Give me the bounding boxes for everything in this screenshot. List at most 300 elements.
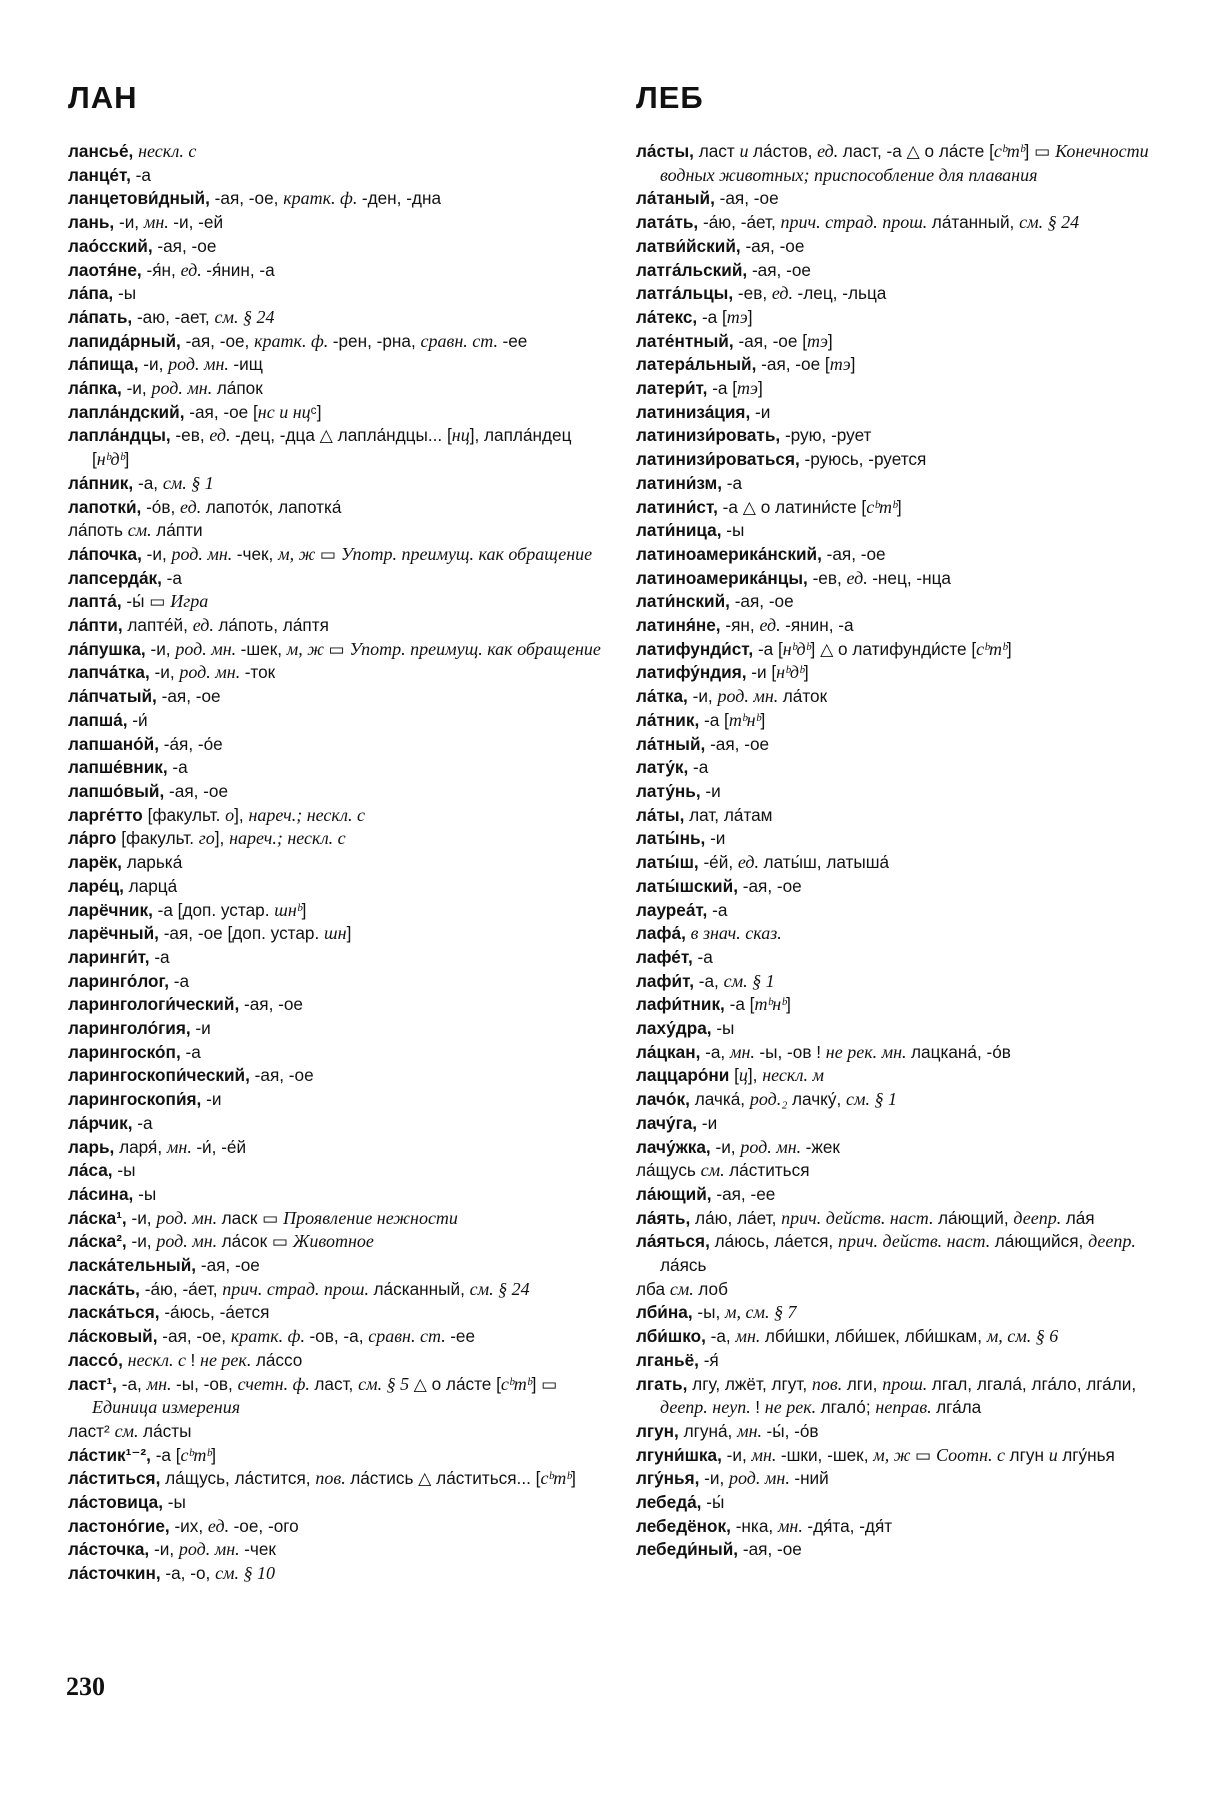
entry-text: -ая, -ое (200, 1255, 260, 1276)
entry-text: ] (757, 378, 763, 399)
entry-text: лачку́, (792, 1089, 847, 1110)
dictionary-entry (68, 1420, 608, 1444)
entry-text: -а, (121, 1373, 147, 1394)
entry-label: м, ж (278, 543, 320, 564)
entry-label: нᵇдᵇ (776, 662, 804, 683)
entry-text: -ищ (233, 354, 263, 375)
entry-label: род. мн. (717, 686, 783, 707)
entry-text: ] (571, 1468, 576, 1489)
entry-text: -ов, -а, (309, 1326, 369, 1347)
entry-headword: латиня́не, (636, 615, 726, 636)
entry-text: ] (301, 899, 307, 920)
entry-text: -а, (710, 1326, 736, 1347)
entry-label: ед. (209, 425, 236, 446)
entry-text: -ая, -ое (742, 1539, 802, 1560)
entry-label: нᵇдᵇ (782, 638, 811, 659)
dictionary-entry (636, 1325, 1166, 1349)
dictionary-entry (636, 709, 1166, 733)
entry-label: о (225, 804, 235, 825)
entry-text: лгу́нья (1062, 1444, 1115, 1465)
entry-label: прош. (882, 1373, 932, 1394)
dictionary-entry (636, 377, 1166, 401)
entry-label: нескл. с (127, 1349, 191, 1370)
dictionary-entry (636, 922, 1166, 946)
entry-text: -ы (117, 283, 137, 304)
entry-headword: лаотя́не, (68, 259, 147, 280)
entry-text: -и (710, 828, 726, 849)
entry-headword: ла́почка, (68, 543, 147, 564)
entry-text: -а, (705, 1041, 730, 1062)
entry-headword: ларингоскопи́ческий, (68, 1065, 255, 1086)
entry-text: -и, (118, 212, 144, 233)
dictionary-entry (636, 306, 1166, 330)
dictionary-entry (68, 1278, 608, 1302)
entry-text: ла́ясь (660, 1255, 707, 1276)
entry-text: ла́ющий, (938, 1207, 1014, 1228)
dictionary-entry (68, 306, 608, 330)
entry-text: -ое, -ого (233, 1515, 299, 1536)
entry-headword: лапшано́й, (68, 733, 164, 754)
dictionary-entry (636, 259, 1166, 283)
entry-headword: латиноамерика́нцы, (636, 567, 813, 588)
entry-text: -я́ (703, 1349, 719, 1370)
entry-text: лби́шки, лби́шек, лби́шкам, (764, 1326, 987, 1347)
entry-text: -ая, -ое [ (738, 330, 807, 351)
entry-text: -я́н, (146, 259, 181, 280)
entry-text: -ее (502, 330, 528, 351)
dictionary-entry (68, 1325, 608, 1349)
entry-label: мн. (737, 1420, 767, 1441)
entry-label: род.₂ (749, 1089, 792, 1110)
dictionary-entry (636, 875, 1166, 899)
entry-text: -нец, -нца (872, 567, 951, 588)
entry-text: -и, (131, 1231, 157, 1252)
entry-label: ц (738, 1065, 748, 1086)
entry-label: см. § 1 (723, 970, 775, 991)
dictionary-entry (68, 1254, 608, 1278)
dictionary-entry (68, 661, 608, 685)
dictionary-entry (68, 1159, 608, 1183)
entry-headword: лату́к, (636, 757, 694, 778)
entry-label: сᵇтᵇ (180, 1444, 212, 1465)
dictionary-entry (636, 1017, 1166, 1041)
entry-text: -нка, (735, 1515, 778, 1536)
dictionary-entry (68, 970, 608, 994)
entry-label: см. § 10 (215, 1563, 276, 1584)
entry-headword: лафа́, (636, 923, 691, 944)
entry-label: ед. (180, 259, 207, 280)
entry-headword: ла́тка, (636, 686, 693, 707)
entry-headword: ларге́тто (68, 804, 148, 825)
entry-text: -лец, -льца (797, 283, 887, 304)
dictionary-entry (68, 567, 608, 591)
dictionary-entry (68, 377, 608, 401)
entry-text: -а, (698, 970, 724, 991)
entry-label: сравн. ст. (368, 1326, 451, 1347)
entry-headword: ласка́ть, (68, 1278, 145, 1299)
entry-headword: ла́пища, (68, 354, 144, 375)
entry-label: Животное (292, 1231, 374, 1252)
dictionary-entry (636, 353, 1166, 377)
entry-text: -ая, -ое (742, 875, 802, 896)
entry-headword: ла́стик¹⁻², (68, 1444, 156, 1465)
entry-text: ла́щусь, ла́стится, (165, 1468, 316, 1489)
entry-label: мн. (166, 1136, 197, 1157)
entry-label: ед. (207, 1515, 234, 1536)
entry-text: ] (1006, 638, 1012, 659)
entry-text: ▭ (914, 1444, 936, 1465)
entry-text: -ая, -ое (745, 235, 805, 256)
dictionary-entry (68, 1017, 608, 1041)
entry-label: род. мн. (156, 1231, 222, 1252)
entry-text: -ев, (175, 425, 210, 446)
entry-headword: ла́яться, (636, 1231, 715, 1252)
running-head-right: ЛЕБ (636, 80, 704, 115)
entry-text: -ая, -ое (826, 543, 886, 564)
entry-label: нᵇдᵇ (96, 449, 125, 470)
dictionary-entry (636, 756, 1166, 780)
entry-label: тэ (726, 306, 748, 327)
entry-headword: ла́ющий, (636, 1183, 717, 1204)
entry-headword: ла́пчатый, (68, 686, 162, 707)
entry-text: -а (166, 567, 182, 588)
entry-headword: латы́нь, (636, 828, 711, 849)
entry-label: ед. (771, 283, 798, 304)
entry-text: -жек (805, 1136, 840, 1157)
entry-label: сравн. ст. (420, 330, 503, 351)
entry-text: -ая, -ее (716, 1183, 776, 1204)
entry-headword: лгу́нья, (636, 1468, 705, 1489)
entry-text: -ая, -ое, (214, 188, 284, 209)
entry-text: ла́ссо (255, 1349, 303, 1370)
entry-text: -а (712, 899, 728, 920)
entry-label: деепр. (1088, 1231, 1136, 1252)
entry-text: -ая, -ое (161, 686, 221, 707)
entry-headword: ла́таный, (636, 188, 720, 209)
entry-headword: лебедёнок, (636, 1515, 736, 1536)
entry-label: нескл. с (138, 141, 197, 161)
entry-text: -и [ (751, 662, 777, 683)
dictionary-entry (636, 1278, 1166, 1302)
dictionary-entry (68, 1562, 608, 1586)
entry-headword: лебеда́, (636, 1492, 707, 1513)
entry-text: -и, (704, 1468, 730, 1489)
dictionary-entry (68, 1467, 608, 1491)
entry-headword: ластоно́гие, (68, 1515, 175, 1536)
entry-headword: лафи́т, (636, 970, 699, 991)
entry-text: ларька́ (126, 852, 183, 873)
entry-headword: ла́са, (68, 1160, 118, 1181)
dictionary-entry (636, 1373, 1166, 1420)
entry-text: лба (636, 1278, 670, 1299)
entry-headword: ларинго́лог, (68, 970, 174, 991)
entry-label: не рек. мн. (825, 1041, 912, 1062)
entry-text: -янин, -а (785, 615, 854, 636)
entry-headword: ланце́т, (68, 164, 136, 185)
entry-headword: лату́нь, (636, 780, 706, 801)
entry-headword: лапше́вник, (68, 757, 173, 778)
entry-label: см. (669, 1278, 699, 1299)
entry-headword: ларёк, (68, 852, 127, 873)
entry-headword: лби́на, (636, 1302, 698, 1323)
entry-label: тэ (737, 378, 758, 399)
entry-text: ! (755, 1397, 765, 1418)
entry-label: ед. (759, 615, 786, 636)
entry-text: ла́сканный, (373, 1278, 470, 1299)
entry-text: ларца́ (128, 875, 178, 896)
entry-label: Проявление нежности (283, 1207, 458, 1228)
entry-text: -их, (174, 1515, 208, 1536)
dictionary-entry (68, 235, 608, 259)
entry-text: -дец, -дца △ лапла́ндцы... [ (235, 425, 452, 446)
entry-label: прич. страд. прош. (780, 212, 932, 233)
dictionary-entry (68, 424, 608, 471)
entry-text: -рую, -рует (784, 425, 872, 446)
entry-text: -и, (126, 378, 152, 399)
entry-headword: лаху́дра, (636, 1018, 717, 1039)
entry-headword: лганьё, (636, 1349, 704, 1370)
entry-label: род. мн. (168, 354, 234, 375)
entry-text: -ян, (725, 615, 760, 636)
dictionary-entry (68, 259, 608, 283)
entry-label: Игра (170, 591, 209, 612)
entry-text: -и, (726, 1444, 752, 1465)
entry-text: -а (172, 757, 188, 778)
entry-text: -ы (138, 1183, 157, 1204)
entry-text: ], (214, 828, 230, 849)
entry-text: ] (760, 709, 766, 730)
dictionary-entry (68, 780, 608, 804)
entry-label: см. § 24 (1019, 212, 1080, 233)
entry-headword: лате́нтный, (636, 330, 739, 351)
entry-label: ед. (192, 615, 219, 636)
entry-headword: лаццаро́ни (636, 1065, 735, 1086)
entry-text: ] (827, 330, 833, 351)
entry-text: -ы (716, 1018, 735, 1039)
entry-text: ласт, (314, 1373, 359, 1394)
entry-headword: лапча́тка, (68, 662, 155, 683)
entry-text: лга́ла (936, 1397, 982, 1418)
entry-text: -ая, -ое [ (761, 354, 830, 375)
entry-label: нареч.; нескл. с (229, 828, 346, 849)
entry-label: тᵇнᵇ (728, 709, 761, 730)
entry-text: ласк ▭ (221, 1207, 284, 1228)
entry-headword: ла́сточка, (68, 1539, 154, 1560)
entry-text: ласт (698, 141, 740, 161)
entry-label: нс и нц (257, 401, 311, 422)
entry-headword: ларингологи́ческий, (68, 994, 244, 1015)
entry-text: ▭ (319, 543, 341, 564)
entry-text: ла́я (1065, 1207, 1095, 1228)
entry-headword: ла́ска¹, (68, 1207, 132, 1228)
dictionary-entry (68, 875, 608, 899)
entry-headword: лапта́, (68, 591, 127, 612)
entry-text: -а (726, 472, 743, 493)
entry-text: -ая, -ое (157, 235, 217, 256)
entry-headword: латви́йский, (636, 235, 746, 256)
entry-headword: ла́ститься, (68, 1468, 166, 1489)
entry-label: род. мн. (175, 638, 241, 659)
dictionary-entry (636, 235, 1166, 259)
dictionary-entry (68, 1064, 608, 1088)
entry-text: △ о ла́сте [ (413, 1373, 501, 1394)
dictionary-entry (636, 661, 1166, 685)
dictionary-entry (636, 685, 1166, 709)
dictionary-entry (636, 780, 1166, 804)
entry-text: ] (803, 662, 809, 683)
entry-text: [факульт. (121, 828, 199, 849)
dictionary-entry (636, 733, 1166, 757)
entry-text: лапото́к, лапотка́ (205, 496, 342, 517)
entry-headword: ла́тник, (636, 709, 704, 730)
entry-text: -чек (244, 1539, 276, 1560)
entry-text: -и (705, 780, 721, 801)
entry-label: нц (451, 425, 470, 446)
entry-headword: лафи́тник, (636, 994, 730, 1015)
entry-text: -и, (715, 1136, 741, 1157)
entry-text: -ая, -ое [ (189, 401, 258, 422)
entry-headword: лачу́га, (636, 1112, 702, 1133)
entry-label: м, ж (873, 1444, 915, 1465)
dictionary-entry (636, 282, 1166, 306)
entry-label: см. (114, 1420, 144, 1441)
entry-headword: ларе́ц, (68, 875, 129, 896)
dictionary-entry (68, 187, 608, 211)
entry-headword: латинизи́роваться, (636, 449, 805, 470)
entry-text: -и, (150, 638, 176, 659)
entry-label: род. мн. (151, 378, 217, 399)
dictionary-entry (636, 543, 1166, 567)
dictionary-entry (636, 1088, 1166, 1112)
entry-headword: ла́сковый, (68, 1326, 163, 1347)
entry-text: -аю, -ает, (136, 306, 215, 327)
entry-headword: лао́сский, (68, 235, 158, 256)
entry-headword: ла́ска², (68, 1231, 132, 1252)
dictionary-entry (636, 1301, 1166, 1325)
entry-text: -рен, -рна, (332, 330, 421, 351)
entry-headword: латифу́ндия, (636, 662, 752, 683)
dictionary-entry (68, 922, 608, 946)
dictionary-entry (636, 211, 1166, 235)
entry-text: -ы (726, 520, 745, 541)
dictionary-entry (68, 1183, 608, 1207)
entry-label: Соотн. с (936, 1444, 1010, 1465)
entry-label: ед. (737, 852, 764, 873)
dictionary-entry (68, 685, 608, 709)
entry-text: -ая, -ое (734, 591, 794, 612)
entry-headword: латы́шский, (636, 875, 743, 896)
entry-headword: лата́ть, (636, 212, 703, 233)
dictionary-entry (68, 899, 608, 923)
entry-label: сᵇтᵇ (866, 496, 897, 517)
dictionary-entry (68, 496, 608, 520)
dictionary-entry (636, 1444, 1166, 1468)
entry-headword: ласка́тельный, (68, 1255, 201, 1276)
entry-text: -и (701, 1112, 718, 1133)
dictionary-entry (68, 1444, 608, 1468)
dictionary-entry (68, 472, 608, 496)
dictionary-entry (68, 733, 608, 757)
dictionary-entry (636, 1112, 1166, 1136)
dictionary-entry (636, 401, 1166, 425)
dictionary-entry (68, 353, 608, 377)
entry-label: кратк. ф. (283, 188, 362, 209)
entry-headword: лгун, (636, 1420, 684, 1441)
entry-headword: латы́ш, (636, 852, 704, 873)
entry-text: -а, -о, (165, 1563, 216, 1584)
entry-headword: лати́ница, (636, 520, 727, 541)
entry-headword: ла́пти, (68, 615, 128, 636)
entry-label: см. § 1 (162, 472, 214, 493)
entry-label: см. (700, 1160, 730, 1181)
entry-headword: ла́текс, (636, 306, 702, 327)
entry-text: лоб (698, 1278, 728, 1299)
entry-headword: лати́нский, (636, 591, 735, 612)
entry-text: -а́ю, -а́ет, (144, 1278, 223, 1299)
entry-text: ла́ющийся, (994, 1231, 1089, 1252)
entry-headword: лафе́т, (636, 946, 698, 967)
entry-text: [ (734, 1065, 739, 1086)
entry-text: -шки, -шек, (780, 1444, 874, 1465)
entry-text: -а (173, 970, 190, 991)
entry-headword: лансье́, (68, 141, 139, 161)
dictionary-entry (68, 211, 608, 235)
dictionary-entry (68, 519, 608, 543)
entry-text: -и, (143, 354, 169, 375)
entry-text: -ая, -ое (710, 733, 770, 754)
entry-headword: ла́пать, (68, 306, 137, 327)
entry-text: ла́танный, (931, 212, 1020, 233)
dictionary-entry (636, 1136, 1166, 1160)
entry-headword: латери́т, (636, 378, 713, 399)
left-column (68, 140, 608, 1586)
entry-text: -ев, (812, 567, 847, 588)
entry-text: -а △ о латини́сте [ (722, 496, 867, 517)
entry-text: -и, -ей (173, 212, 224, 233)
entry-text: -ний (794, 1468, 829, 1489)
entry-label: род. мн. (179, 662, 245, 683)
dictionary-entry (68, 543, 608, 567)
entry-headword: лачо́к, (636, 1089, 695, 1110)
entry-text: -дя́та, -дя́т (807, 1515, 893, 1536)
entry-headword: ла́ять, (636, 1207, 696, 1228)
dictionary-entry (68, 1207, 608, 1231)
dictionary-entry (636, 827, 1166, 851)
entry-label: тэ (829, 354, 851, 375)
entry-label: счетн. ф. (237, 1373, 315, 1394)
entry-headword: ласка́ться, (68, 1302, 165, 1323)
entry-text: -ы́, -о́в (766, 1420, 819, 1441)
entry-headword: ла́сина, (68, 1183, 139, 1204)
entry-text: лгал, лгала́, лга́ло, лга́ли, (931, 1373, 1137, 1394)
entry-text: -а́ю, -а́ет, (703, 212, 781, 233)
entry-label: род. мн. (156, 1207, 222, 1228)
dictionary-entry (636, 1183, 1166, 1207)
dictionary-entry (636, 1467, 1166, 1491)
entry-text: -а [ (155, 1444, 181, 1465)
entry-headword: ла́цкан, (636, 1041, 706, 1062)
entry-label: нескл. м (762, 1065, 825, 1086)
entry-text: -а [доп. устар. (157, 899, 275, 920)
entry-text: ] (211, 1444, 217, 1465)
entry-text: ла́стов, (753, 141, 818, 161)
entry-text: -ая, -ое, (185, 330, 255, 351)
entry-text: -а [ (729, 994, 755, 1015)
dictionary-entry (68, 1136, 608, 1160)
page-number: 230 (66, 1672, 105, 1701)
right-column (636, 140, 1166, 1562)
entry-text: ла́ток (782, 686, 828, 707)
